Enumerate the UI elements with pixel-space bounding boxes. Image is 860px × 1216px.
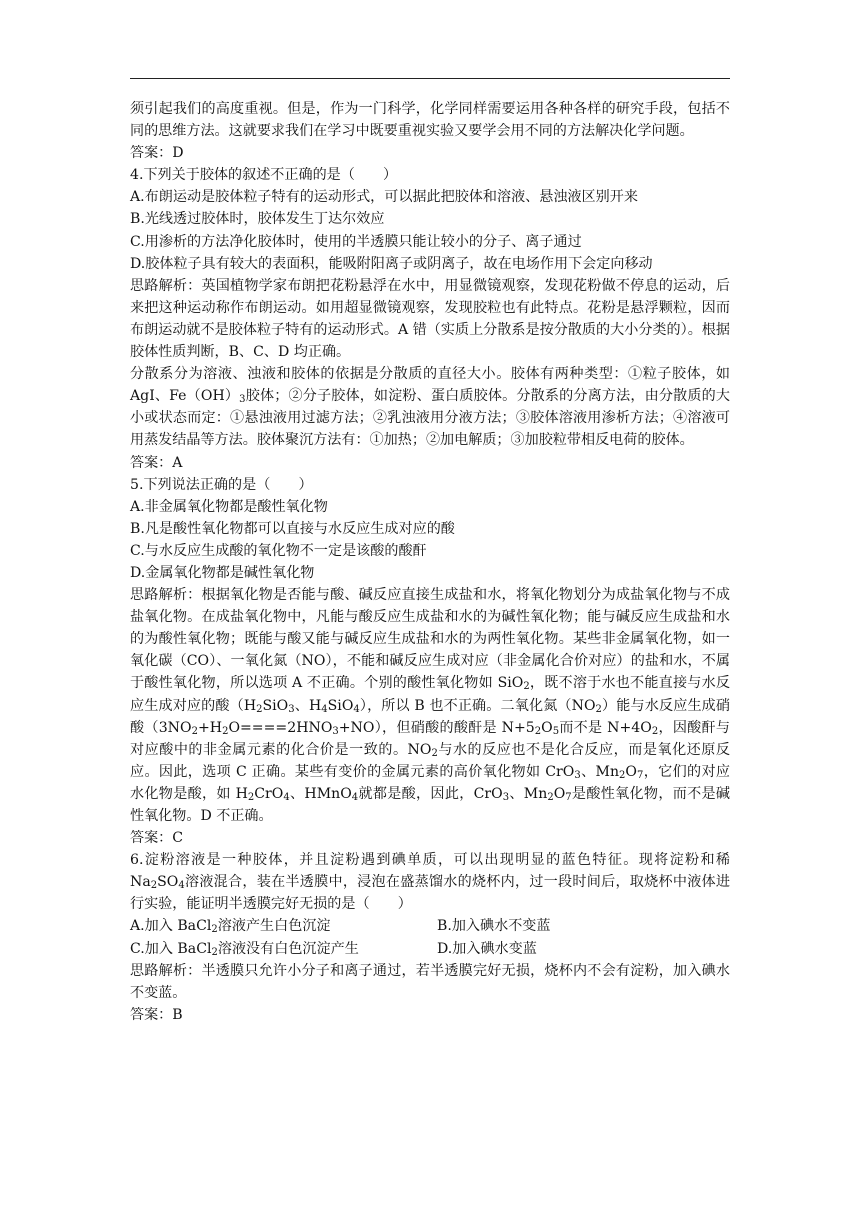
question-4-analysis-extra: 分散系分为溶液、浊液和胶体的依据是分散质的直径大小。胶体有两种类型：①粒子胶体，如 AgI、$Fe(OH)_3$胶体；②分子胶体，如淀粉、蛋白质胶体。分散系的分离方法，由分散质的大小或状态而定：①悬浊液用过滤方法；②乳浊液用分液方法；③胶体溶液用渗析方法；④溶液可用蒸发结晶等方法。胶体聚沉方法有：①加热；②加电解质；③加胶粒带相反电荷的胶体。	[130, 366, 730, 449]
question-5-option-b: B.凡是酸性氧化物都可以直接与水反应生成对应的酸	[130, 520, 455, 537]
question-6-option-b: B.加入碘水不变蓝	[437, 918, 551, 935]
question-5-option-d: D.金属氧化物都是碱性氧化物	[130, 564, 315, 581]
question-4-option-a: A.布朗运动是胶体粒子特有的运动形式，可以据此把胶体和溶液、悬浊液区别开来	[130, 189, 638, 206]
intro-paragraph: 须引起我们的高度重视。但是，作为一门科学，化学同样需要运用各种各样的研究手段，包括不同的思维方法。这就要求我们在学习中既要重视实验又要学会用不同的方法解决化学问题。	[130, 101, 730, 140]
question-5-analysis: 思路解析：根据氧化物是否能与酸、碱反应直接生成盐和水，将氧化物划分为成盐氧化物与不成盐氧化物。在成盐氧化物中，凡能与酸反应生成盐和水的为碱性氧化物；能与碱反应生成盐和水的为酸性氧化物；既能与酸又能与碱反应生成盐和水的为两性氧化物。某些非金属氧化物，如一氧化碳（CO）、一氧化氮（NO），不能和碱反应生成对应（非金属化合价对应）的盐和水，不属于酸性氧化物，所以选项 A 不正确。个别的酸性氧化物如 SiO$_2$，既不溶于水也不能直接与水反应生成对应的酸（$H_2SiO_3$、$H_4SiO_4$），所以 B 也不正确。二氧化氮$(NO_2)$能与水反应生成硝酸$(3NO_2+H_2O====2HNO_3+NO)$，但硝酸的酸酐是 $N+5_2O_5$而不是 $N+4O_2$，因酸酐与对应酸中的非金属元素的化合价是一致的。$NO_2$与水的反应也不是化合反应，而是氧化还原反应。因此，选项 C 正确。某些有变价的金属元素的高价氧化物如 CrO$_3$、$Mn_2O_7$，它们的对应水化物是酸，如 $H_2CrO_4$、HMnO$_4$就都是酸，因此，CrO$_3$、$Mn_2O_7$是酸性氧化物，而不是碱性氧化物。D 不正确。	[130, 587, 731, 824]
question-4-stem: 4.下列关于胶体的叙述不正确的是（ ）	[130, 167, 398, 184]
question-6-options-row-1	[130, 915, 730, 937]
answer-3: 答案：D	[130, 145, 184, 162]
answer-6: 答案：B	[130, 1006, 183, 1023]
question-4-option-c: C.用渗析的方法净化胶体时，使用的半透膜只能让较小的分子、离子通过	[130, 233, 582, 250]
question-6-options-row-2	[130, 938, 730, 960]
question-6-option-c: C.加入 BaCl$_2$溶液没有白色沉淀产生	[130, 940, 359, 958]
question-6-analysis: 思路解析：半透膜只允许小分子和离子通过，若半透膜完好无损，烧杯内不会有淀粉，加入碘水不变蓝。	[130, 962, 730, 1001]
question-4-analysis: 思路解析：英国植物学家布朗把花粉悬浮在水中，用显微镜观察，发现花粉做不停息的运动，后来把这种运动称作布朗运动。如用超显微镜观察，发现胶粒也有此特点。花粉是悬浮颗粒，因而布朗运动就不是胶体粒子特有的运动形式。A 错（实质上分散系是按分散质的大小分类的）。根据胶体性质判断，B、C、D 均正确。	[130, 277, 730, 361]
question-5-option-c: C.与水反应生成酸的氧化物不一定是该酸的酸酐	[130, 542, 427, 559]
question-6-option-d: D.加入碘水变蓝	[437, 940, 537, 957]
document-body	[130, 98, 730, 1026]
question-6-option-a: A.加入 BaCl$_2$溶液产生白色沉淀	[130, 918, 331, 936]
question-5-stem: 5.下列说法正确的是（ ）	[130, 476, 313, 493]
question-4-option-d: D.胶体粒子具有较大的表面积，能吸附阳离子或阴离子，故在电场作用下会定向移动	[130, 255, 653, 272]
question-6-stem: 6.淀粉溶液是一种胶体，并且淀粉遇到碘单质，可以出现明显的蓝色特征。现将淀粉和稀 $Na_2SO_4$溶液混合，装在半透膜中，浸泡在盛蒸馏水的烧杯内，过一段时间后，取烧杯中液体进行实验，能证明半透膜完好无损的是（ ）	[130, 852, 730, 913]
answer-5: 答案：C	[130, 830, 184, 847]
header-rule	[130, 78, 730, 79]
question-5-option-a: A.非金属氧化物都是酸性氧化物	[130, 498, 328, 515]
question-4-option-b: B.光线透过胶体时，胶体发生丁达尔效应	[130, 211, 385, 228]
answer-4: 答案：A	[130, 454, 183, 471]
